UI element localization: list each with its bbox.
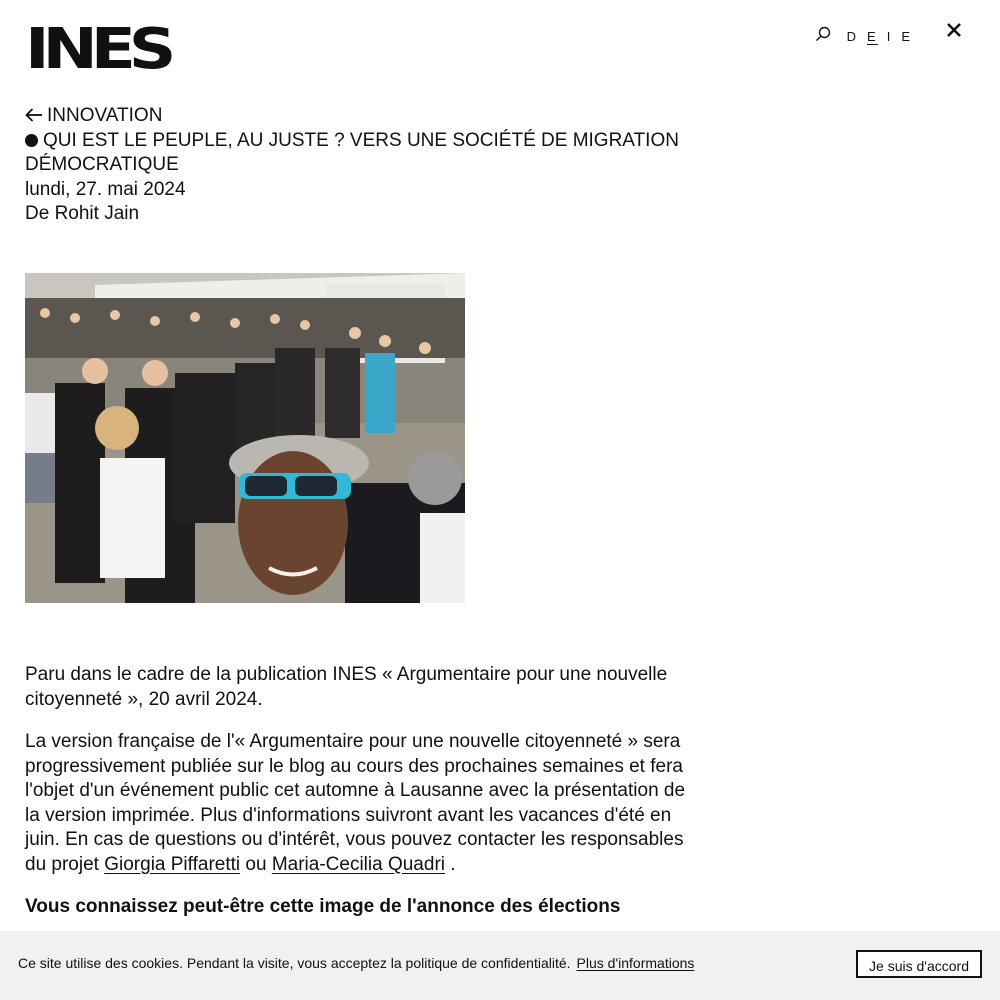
search-icon[interactable]	[815, 26, 833, 44]
article-date: lundi, 27. mai 2024	[25, 178, 186, 200]
article-header	[25, 104, 705, 227]
link-maria-cecilia-quadri[interactable]: Maria-Cecilia Quadri	[271, 853, 445, 875]
page-title	[25, 129, 705, 178]
article-author: De Rohit Jain	[25, 203, 140, 224]
lang-it[interactable]: I	[886, 28, 893, 44]
connector-text: ou	[245, 853, 267, 875]
cookie-message	[18, 955, 694, 971]
breadcrumb-label: INNOVATION	[47, 105, 163, 126]
article-photo	[25, 273, 465, 603]
body-paragraph	[25, 730, 695, 877]
lang-e[interactable]: E	[901, 28, 912, 44]
cookie-accept-button[interactable]: Je suis d'accord	[856, 950, 982, 978]
arrow-left-icon	[25, 108, 43, 122]
site-logo[interactable]	[25, 17, 195, 82]
close-icon[interactable]	[946, 22, 964, 40]
paragraph-end: .	[450, 853, 456, 875]
lang-en[interactable]: E	[867, 28, 878, 44]
cookie-more-info-link[interactable]: Plus d'informations	[576, 955, 695, 971]
logo-wordmark: INES	[25, 17, 170, 82]
breadcrumb-back[interactable]	[25, 104, 705, 129]
cookie-text: Ce site utilise des cookies. Pendant la visite, vous acceptez la politique de confidentialité.	[18, 955, 571, 971]
intro-paragraph: Paru dans le cadre de la publication INES « Argumentaire pour une nouvelle citoyenneté », 20 avril 2024.	[25, 664, 668, 710]
cookie-banner	[0, 931, 1000, 1000]
bullet-icon	[25, 134, 38, 147]
bold-paragraph: Vous connaissez peut-être cette image de l'annonce des élections	[25, 896, 621, 917]
article-body	[25, 663, 695, 938]
top-navigation	[815, 26, 964, 44]
language-switcher	[847, 29, 912, 44]
page-title-text: QUI EST LE PEUPLE, AU JUSTE ? VERS UNE SOCIÉTÉ DE MIGRATION DÉMOCRATIQUE	[25, 129, 679, 175]
link-giorgia-piffaretti[interactable]: Giorgia Piffaretti	[104, 853, 241, 875]
lang-de[interactable]: D	[846, 28, 859, 44]
body-paragraph-text: La version française de l'« Argumentaire pour une nouvelle citoyenneté » sera progressivement publiée sur le blog au cours des prochaines semaines et fera l'objet d'un événement public cet automne à Lausanne avec la présentation de la version imprimée. Plus d'informations suivront avant les vacances d'été en juin. En cas de questions ou d'intérêt, vous pouvez contacter les responsables du projet	[25, 731, 686, 875]
